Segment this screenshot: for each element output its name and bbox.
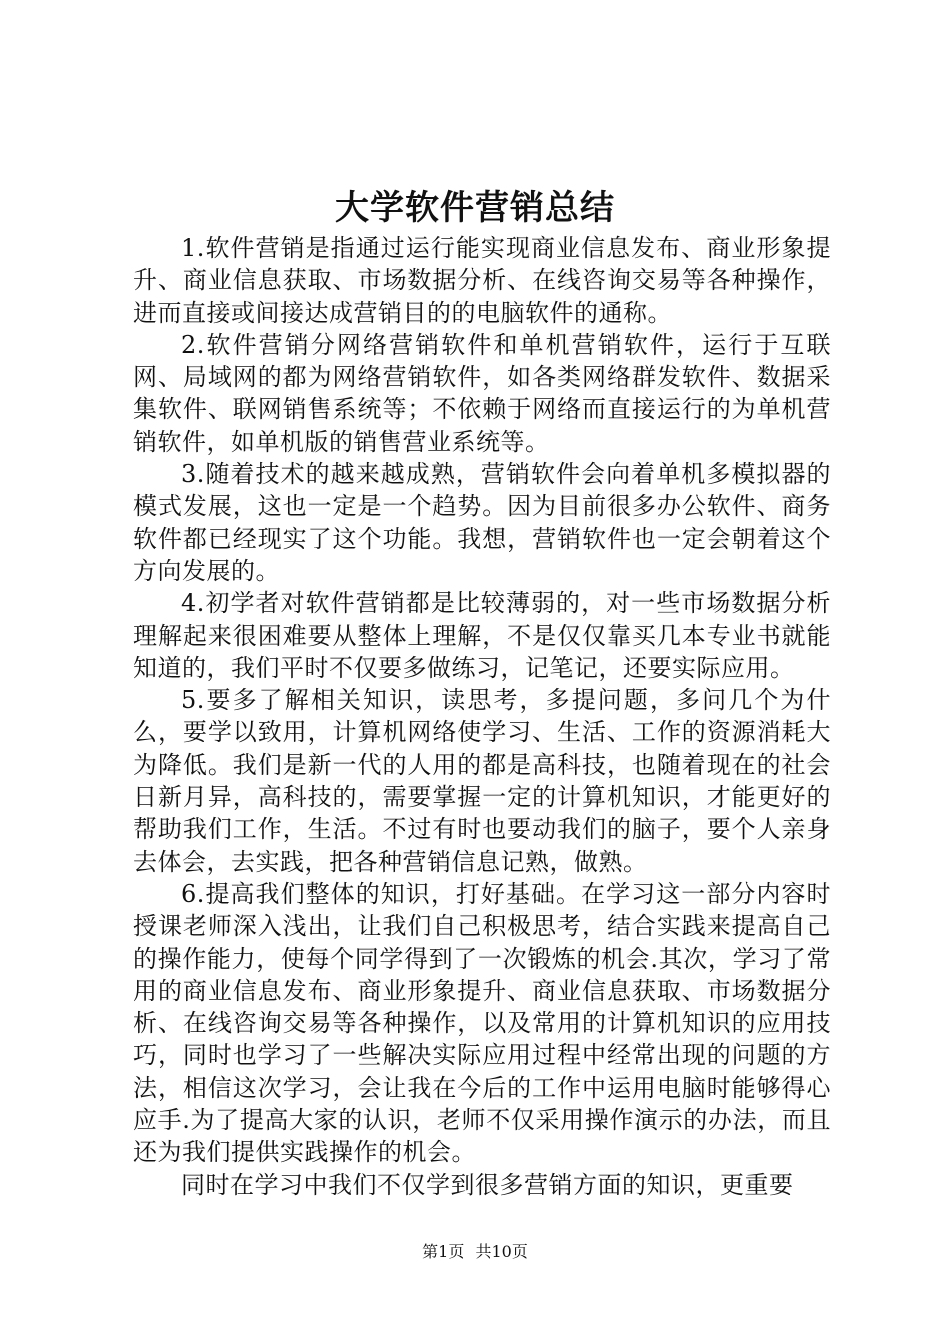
document-body — [133, 232, 831, 1201]
paragraph-2: 2.软件营销分网络营销软件和单机营销软件，运行于互联网、局域网的都为网络营销软件，如各类网络群发软件、数据采集软件、联网销售系统等；不依赖于网络而直接运行的为单机营销软件，如单机版的销售营业系统等。 — [133, 330, 831, 456]
page-footer — [0, 1240, 950, 1264]
paragraph-1: 1.软件营销是指通过运行能实现商业信息发布、商业形象提升、商业信息获取、市场数据分析、在线咨询交易等各种操作，进而直接或间接达成营销目的的电脑软件的通称。 — [133, 234, 831, 327]
paragraph-7: 同时在学习中我们不仅学到很多营销方面的知识，更重要 — [181, 1170, 794, 1199]
paragraph-6: 6.提高我们整体的知识，打好基础。在学习这一部分内容时授课老师深入浅出，让我们自己积极思考，结合实践来提高自己的操作能力，使每个同学得到了一次锻炼的机会.其次，学习了常用的商业信息发布、商业形象提升、商业信息获取、市场数据分析、在线咨询交易等各种操作，以及常用的计算机知识的应用技巧，同时也学习了一些解决实际应用过程中经常出现的问题的方法，相信这次学习，会让我在今后的工作中运用电脑时能够得心应手.为了提高大家的认识，老师不仅采用操作演示的办法，而且还为我们提供实践操作的机会。 — [133, 879, 831, 1167]
paragraph-4: 4.初学者对软件营销都是比较薄弱的，对一些市场数据分析理解起来很困难要从整体上理解，不是仅仅靠买几本专业书就能知道的，我们平时不仅要多做练习，记笔记，还要实际应用。 — [133, 589, 831, 682]
paragraph-3: 3.随着技术的越来越成熟，营销软件会向着单机多模拟器的模式发展，这也一定是一个趋势。因为目前很多办公软件、商务软件都已经现实了这个功能。我想，营销软件也一定会朝着这个方向发展的。 — [133, 460, 831, 585]
page-number: 第1页 — [422, 1242, 465, 1261]
page-total: 共10页 — [475, 1242, 528, 1261]
document-title: 大学软件营销总结 — [335, 188, 615, 228]
paragraph-5: 5.要多了解相关知识，读思考，多提问题，多问几个为什么，要学以致用，计算机网络使学习、生活、工作的资源消耗大为降低。我们是新一代的人用的都是高科技，也随着现在的社会日新月异，高科技的，需要掌握一定的计算机知识，才能更好的帮助我们工作，生活。不过有时也要动我们的脑子，要个人亲身去体会，去实践，把各种营销信息记熟，做熟。 — [133, 686, 831, 876]
